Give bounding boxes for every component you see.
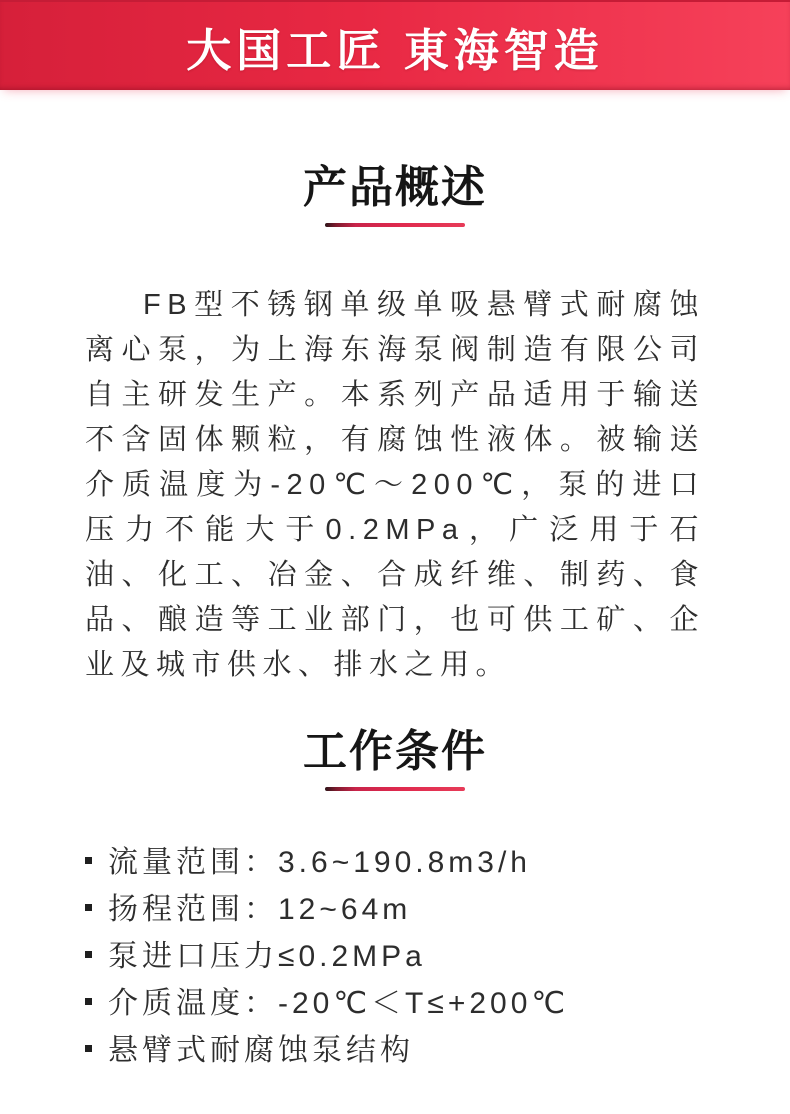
condition-flow-range: 流量范围：3.6~190.8m3/h (108, 846, 531, 879)
work-conditions-list (85, 843, 790, 1067)
overview-heading-underline (325, 223, 465, 227)
section-product-overview (0, 163, 790, 688)
condition-medium-temperature: 介质温度：-20℃＜T≤+200℃ (108, 987, 570, 1020)
overview-paragraph: FB型不锈钢单级单吸悬臂式耐腐蚀离心泵，为上海东海泵阀制造有限公司自主研发生产。本系列产品适用于输送不含固体颗粒，有腐蚀性液体。被输送介质温度为-20℃～200℃，泵的进口压力不能大于0.2MPa，广泛用于石油、化工、冶金、合成纤维、制药、食品、酿造等工业部门，也可供工矿、企业及城市供水、排水之用。 (85, 289, 705, 681)
list-item (85, 843, 790, 879)
overview-heading: 产品概述 (303, 163, 487, 212)
list-item (85, 937, 790, 973)
list-item (85, 1031, 790, 1067)
bullet-dot-icon (85, 998, 92, 1005)
work-conditions-heading-underline (325, 787, 465, 791)
section-work-conditions (0, 727, 790, 1067)
bullet-dot-icon (85, 857, 92, 864)
condition-structure: 悬臂式耐腐蚀泵结构 (108, 1034, 414, 1067)
bullet-dot-icon (85, 904, 92, 911)
list-item (85, 984, 790, 1020)
condition-inlet-pressure: 泵进口压力≤0.2MPa (108, 940, 426, 973)
condition-head-range: 扬程范围：12~64m (108, 893, 412, 926)
bullet-dot-icon (85, 951, 92, 958)
brand-banner (0, 0, 790, 90)
work-conditions-heading: 工作条件 (303, 727, 487, 776)
list-item (85, 890, 790, 926)
bullet-dot-icon (85, 1045, 92, 1052)
brand-banner-title: 大国工匠 東海智造 (186, 24, 604, 76)
